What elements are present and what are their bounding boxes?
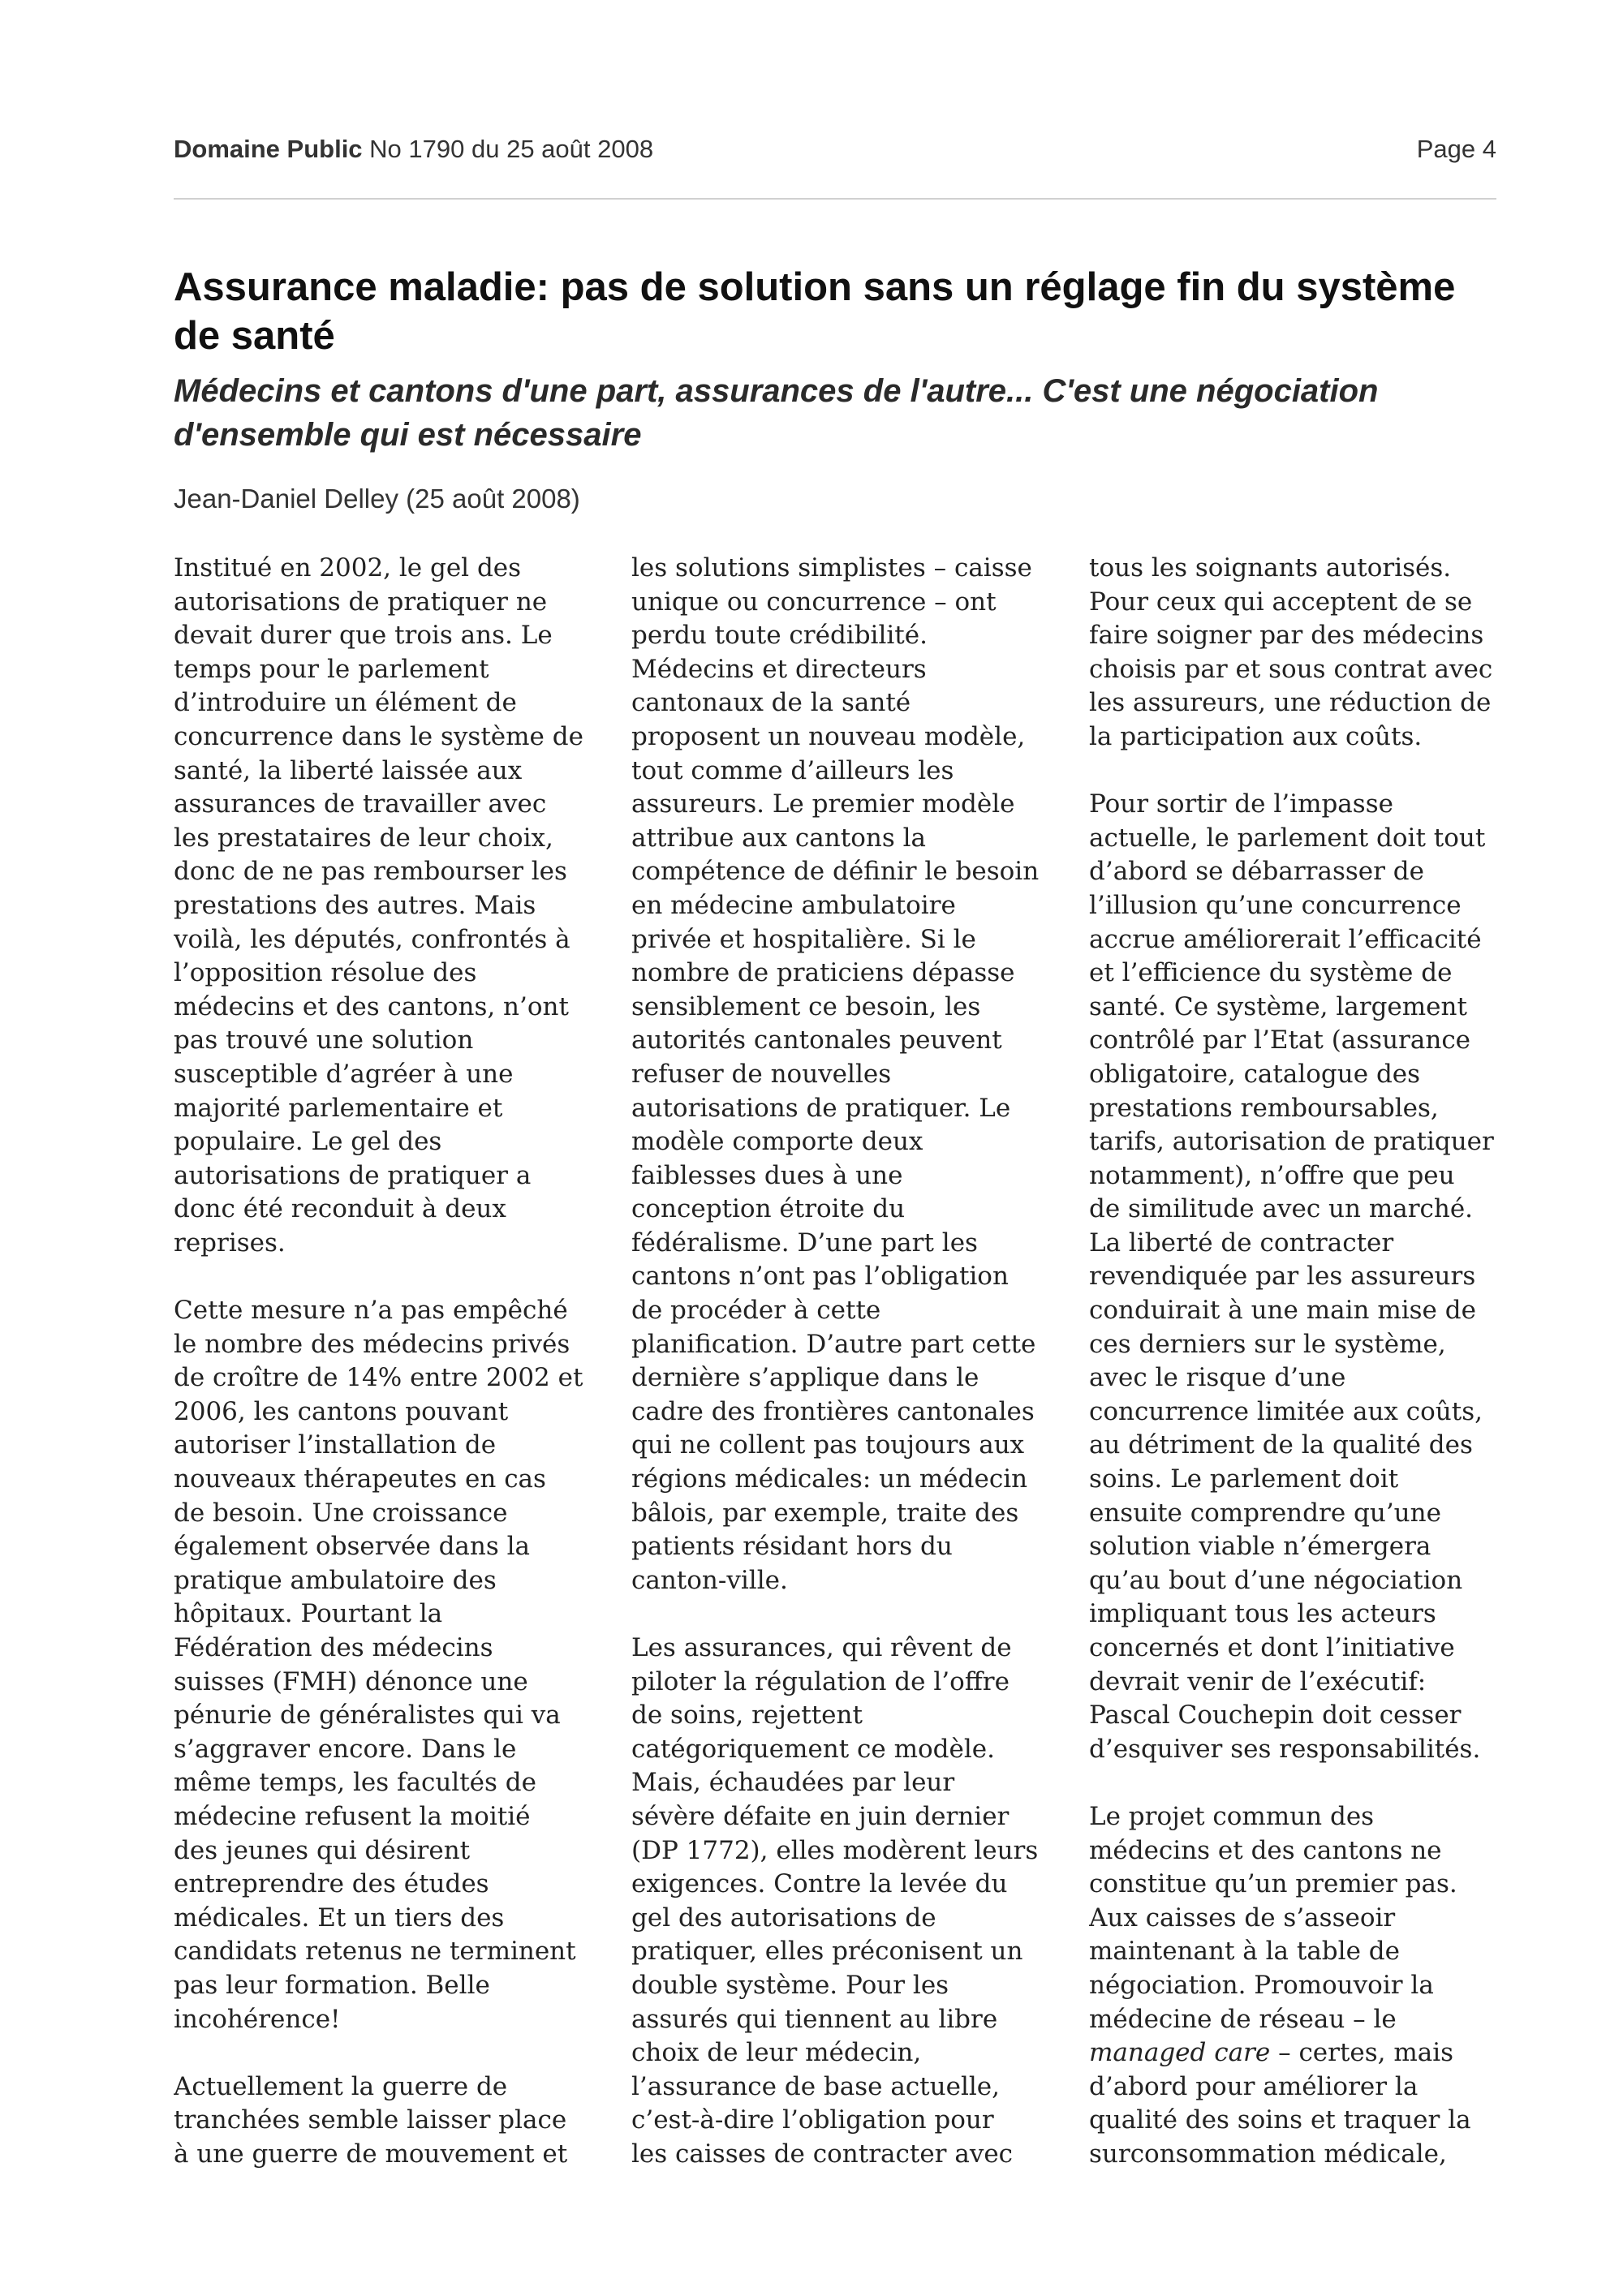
text-line: prestations remboursables, [1089, 1093, 1439, 1123]
text-line: tous les soignants autorisés. [1089, 553, 1452, 583]
text-line: Pascal Couchepin doit cesser [1089, 1701, 1462, 1731]
text-line: piloter la régulation de l’offre [631, 1666, 1010, 1696]
text-line: prestations des autres. Mais [174, 890, 536, 920]
text-line: médecine de réseau – le [1089, 2004, 1397, 2034]
text-line: exigences. Contre la levée du [631, 1869, 1008, 1899]
text-line: privée et hospitalière. Si le [631, 924, 976, 954]
text-line: pratiquer, elles préconisent un [631, 1937, 1023, 1967]
text-line: s’aggraver encore. Dans le [174, 1734, 517, 1764]
text-line: bâlois, par exemple, traite des [631, 1498, 1019, 1528]
article-byline: Jean-Daniel Delley (25 août 2008) [174, 484, 580, 514]
text-line: contrôlé par l’Etat (assurance [1089, 1025, 1471, 1056]
text-line: suisses (FMH) dénonce une [174, 1666, 528, 1696]
text-line: cantonaux de la santé [631, 688, 911, 718]
text-line [1089, 2036, 1513, 2070]
paragraph [174, 1294, 597, 2036]
text-line: assureurs. Le premier modèle [631, 789, 1015, 819]
text-line: solution viable n’émergera [1089, 1532, 1431, 1562]
text-line: cantons n’ont pas l’obligation [631, 1262, 1009, 1292]
header-divider [174, 198, 1496, 200]
text-line: devrait venir de l’exécutif: [1089, 1666, 1427, 1696]
text-line: fédéralisme. D’une part les [631, 1228, 978, 1258]
text-line: autorisations de pratiquer ne [174, 587, 548, 617]
text-line: pénurie de généralistes qui va [174, 1701, 561, 1731]
paragraph [174, 552, 597, 1260]
paragraph [174, 2070, 597, 2172]
text-line: autoriser l’installation de [174, 1430, 497, 1460]
text-line: Les assurances, qui rêvent de [631, 1633, 1012, 1662]
text-line: autorités cantonales peuvent [631, 1025, 1002, 1056]
text-line: conception étroite du [631, 1194, 906, 1224]
text-line: pas leur formation. Belle [174, 1970, 490, 2000]
text-line: soins. Le parlement doit [1089, 1464, 1399, 1494]
text-line: Médecins et directeurs [631, 654, 927, 684]
text-line: pas trouvé une solution [174, 1025, 474, 1056]
text-line: catégoriquement ce modèle. [631, 1734, 995, 1764]
text-line: notamment), n’offre que peu [1089, 1160, 1455, 1190]
text-line: actuelle, le parlement doit tout [1089, 823, 1486, 853]
text-line: conduirait à une main mise de [1089, 1296, 1476, 1326]
text-line: proposent un nouveau modèle, [631, 721, 1026, 751]
text-line: médecins et des cantons ne [1089, 1835, 1442, 1865]
text-line: l’opposition résolue des [174, 958, 477, 988]
text-line: qu’au bout d’une négociation [1089, 1565, 1463, 1595]
text-line: médicales. Et un tiers des [174, 1903, 505, 1933]
text-line: qualité des soins et traquer la [1089, 2105, 1471, 2135]
text-line: unique ou concurrence – ont [631, 587, 997, 617]
text-line: modèle comporte deux [631, 1127, 923, 1157]
article-title: Assurance maladie: pas de solution sans un réglage fin du système de santé [174, 265, 1456, 358]
text-line: donc été reconduit à deux [174, 1194, 506, 1224]
text-line: populaire. Le gel des [174, 1127, 442, 1157]
text-line: impliquant tous les acteurs [1089, 1599, 1436, 1629]
text-line: sévère défaite en juin dernier [631, 1801, 1010, 1831]
paragraph [1089, 788, 1513, 1766]
text-line: accrue améliorerait l’efficacité [1089, 924, 1482, 954]
paragraph [631, 552, 1055, 1597]
text-line: refuser de nouvelles [631, 1059, 892, 1089]
issue-info: No 1790 du 25 août 2008 [369, 135, 654, 163]
text-line: choix de leur médecin, [631, 2038, 922, 2068]
text-line: d’introduire un élément de [174, 688, 517, 718]
text-line: assurances de travailler avec [174, 789, 547, 819]
text-line: faire soigner par des médecins [1089, 621, 1484, 651]
text-line: de soins, rejettent [631, 1701, 863, 1731]
text-line: 2006, les cantons pouvant [174, 1396, 509, 1426]
text-line: Pour sortir de l’impasse [1089, 789, 1393, 819]
text-line: autorisations de pratiquer. Le [631, 1093, 1011, 1123]
text-line: voilà, les députés, confrontés à [174, 924, 570, 954]
text-line: Le projet commun des [1089, 1801, 1375, 1831]
text-line: l’assurance de base actuelle, [631, 2071, 1000, 2101]
text-line: en médecine ambulatoire [631, 890, 956, 920]
text-line: également observée dans la [174, 1532, 531, 1562]
text-line: les solutions simplistes – caisse [631, 553, 1032, 583]
text-line: ces derniers sur le système, [1089, 1329, 1446, 1359]
text-line: maintenant à la table de [1089, 1937, 1400, 1967]
text-line: Aux caisses de s’asseoir [1089, 1903, 1396, 1933]
text-line: nombre de praticiens dépasse [631, 958, 1015, 988]
text-line: entreprendre des études [174, 1869, 489, 1899]
text-line: devait durer que trois ans. Le [174, 621, 553, 651]
text-column-1 [174, 552, 597, 2182]
text-line: de similitude avec un marché. [1089, 1194, 1474, 1224]
text-line: assurés qui tiennent au libre [631, 2004, 998, 2034]
text-line: au détriment de la qualité des [1089, 1430, 1473, 1460]
text-line: revendiquée par les assureurs [1089, 1262, 1476, 1292]
text-line: même temps, les facultés de [174, 1768, 536, 1798]
text-line: choisis par et sous contrat avec [1089, 654, 1493, 684]
text-line: autorisations de pratiquer a [174, 1160, 532, 1190]
text-line: compétence de définir le besoin [631, 857, 1040, 887]
text-line: surconsommation médicale, [1089, 2139, 1447, 2169]
text-line: les caisses de contracter avec [631, 2139, 1014, 2169]
text-line: tarifs, autorisation de pratiquer [1089, 1127, 1494, 1157]
text-line: régions médicales: un médecin [631, 1464, 1028, 1494]
text-line: Mais, échaudées par leur [631, 1768, 955, 1798]
text-line: susceptible d’agréer à une [174, 1059, 514, 1089]
italic-term: managed care [1089, 2038, 1271, 2068]
text-line: tranchées semble laisser place [174, 2105, 567, 2135]
page-number: Page 4 [1416, 135, 1496, 163]
text-segment: – certes, mais [1270, 2038, 1454, 2068]
text-line: Fédération des médecins [174, 1633, 493, 1662]
text-line: canton-ville. [631, 1565, 788, 1595]
text-line: donc de ne pas rembourser les [174, 857, 567, 887]
text-line: l’illusion qu’une concurrence [1089, 890, 1462, 920]
text-line: d’abord pour améliorer la [1089, 2071, 1419, 2101]
text-line: La liberté de contracter [1089, 1228, 1394, 1258]
text-line: d’abord se débarrasser de [1089, 857, 1424, 887]
text-line: incohérence! [174, 2004, 341, 2034]
text-line: d’esquiver ses responsabilités. [1089, 1734, 1481, 1764]
text-line: Actuellement la guerre de [174, 2071, 508, 2101]
text-line: attribue aux cantons la [631, 823, 926, 853]
article-subtitle: Médecins et cantons d'une part, assurances de l'autre... C'est une négociation d'ensemble qui est nécessaire [174, 373, 1379, 453]
text-column-3 [1089, 552, 1513, 2182]
text-line: double système. Pour les [631, 1970, 949, 2000]
text-line: la participation aux coûts. [1089, 721, 1423, 751]
text-line: santé, la liberté laissée aux [174, 755, 523, 785]
text-line: faiblesses dues à une [631, 1160, 903, 1190]
text-line: c’est-à-dire l’obligation pour [631, 2105, 994, 2135]
text-line: temps pour le parlement [174, 654, 489, 684]
text-line: les assureurs, une réduction de [1089, 688, 1492, 718]
text-line: et l’efficience du système de [1089, 958, 1453, 988]
text-line: tout comme d’ailleurs les [631, 755, 954, 785]
text-line: perdu toute crédibilité. [631, 621, 928, 651]
text-line: (DP 1772), elles modèrent leurs [631, 1835, 1039, 1865]
text-line: gel des autorisations de [631, 1903, 936, 1933]
text-line: concernés et dont l’initiative [1089, 1633, 1455, 1662]
text-line: Pour ceux qui acceptent de se [1089, 587, 1473, 617]
text-line: pratique ambulatoire des [174, 1565, 497, 1595]
text-column-2 [631, 552, 1055, 2182]
text-line: médecins et des cantons, n’ont [174, 991, 569, 1021]
text-line: négociation. Promouvoir la [1089, 1970, 1434, 2000]
text-line: dernière s’applique dans le [631, 1363, 979, 1393]
text-line: ensuite comprendre qu’une [1089, 1498, 1441, 1528]
text-line: Institué en 2002, le gel des [174, 553, 522, 583]
text-line: de croître de 14% entre 2002 et [174, 1363, 583, 1393]
text-line: constitue qu’un premier pas. [1089, 1869, 1457, 1899]
paragraph [631, 1632, 1055, 2172]
text-line: santé. Ce système, largement [1089, 991, 1467, 1021]
text-line: nouveaux thérapeutes en cas [174, 1464, 546, 1494]
text-line: à une guerre de mouvement et [174, 2139, 568, 2169]
paragraph [1089, 552, 1513, 755]
text-line: reprises. [174, 1228, 286, 1258]
text-line: candidats retenus ne terminent [174, 1937, 576, 1967]
text-line: le nombre des médecins privés [174, 1329, 570, 1359]
text-line: sensiblement ce besoin, les [631, 991, 981, 1021]
text-line: médecine refusent la moitié [174, 1801, 531, 1831]
text-line: les prestataires de leur choix, [174, 823, 553, 853]
text-line: concurrence limitée aux coûts, [1089, 1396, 1483, 1426]
text-line: Cette mesure n’a pas empêché [174, 1296, 568, 1326]
text-line: avec le risque d’une [1089, 1363, 1346, 1393]
text-line: des jeunes qui désirent [174, 1835, 471, 1865]
text-line: hôpitaux. Pourtant la [174, 1599, 443, 1629]
text-line: de procéder à cette [631, 1296, 881, 1326]
text-line: de besoin. Une croissance [174, 1498, 508, 1528]
text-line: cadre des frontières cantonales [631, 1396, 1035, 1426]
page-header [174, 135, 1496, 170]
text-line: qui ne collent pas toujours aux [631, 1430, 1025, 1460]
text-line: planification. D’autre part cette [631, 1329, 1036, 1359]
text-line: majorité parlementaire et [174, 1093, 503, 1123]
text-line: patients résidant hors du [631, 1532, 953, 1562]
publication-name: Domaine Public [174, 135, 363, 163]
text-line: concurrence dans le système de [174, 721, 583, 751]
paragraph [1089, 1800, 1513, 2172]
text-line: obligatoire, catalogue des [1089, 1059, 1421, 1089]
